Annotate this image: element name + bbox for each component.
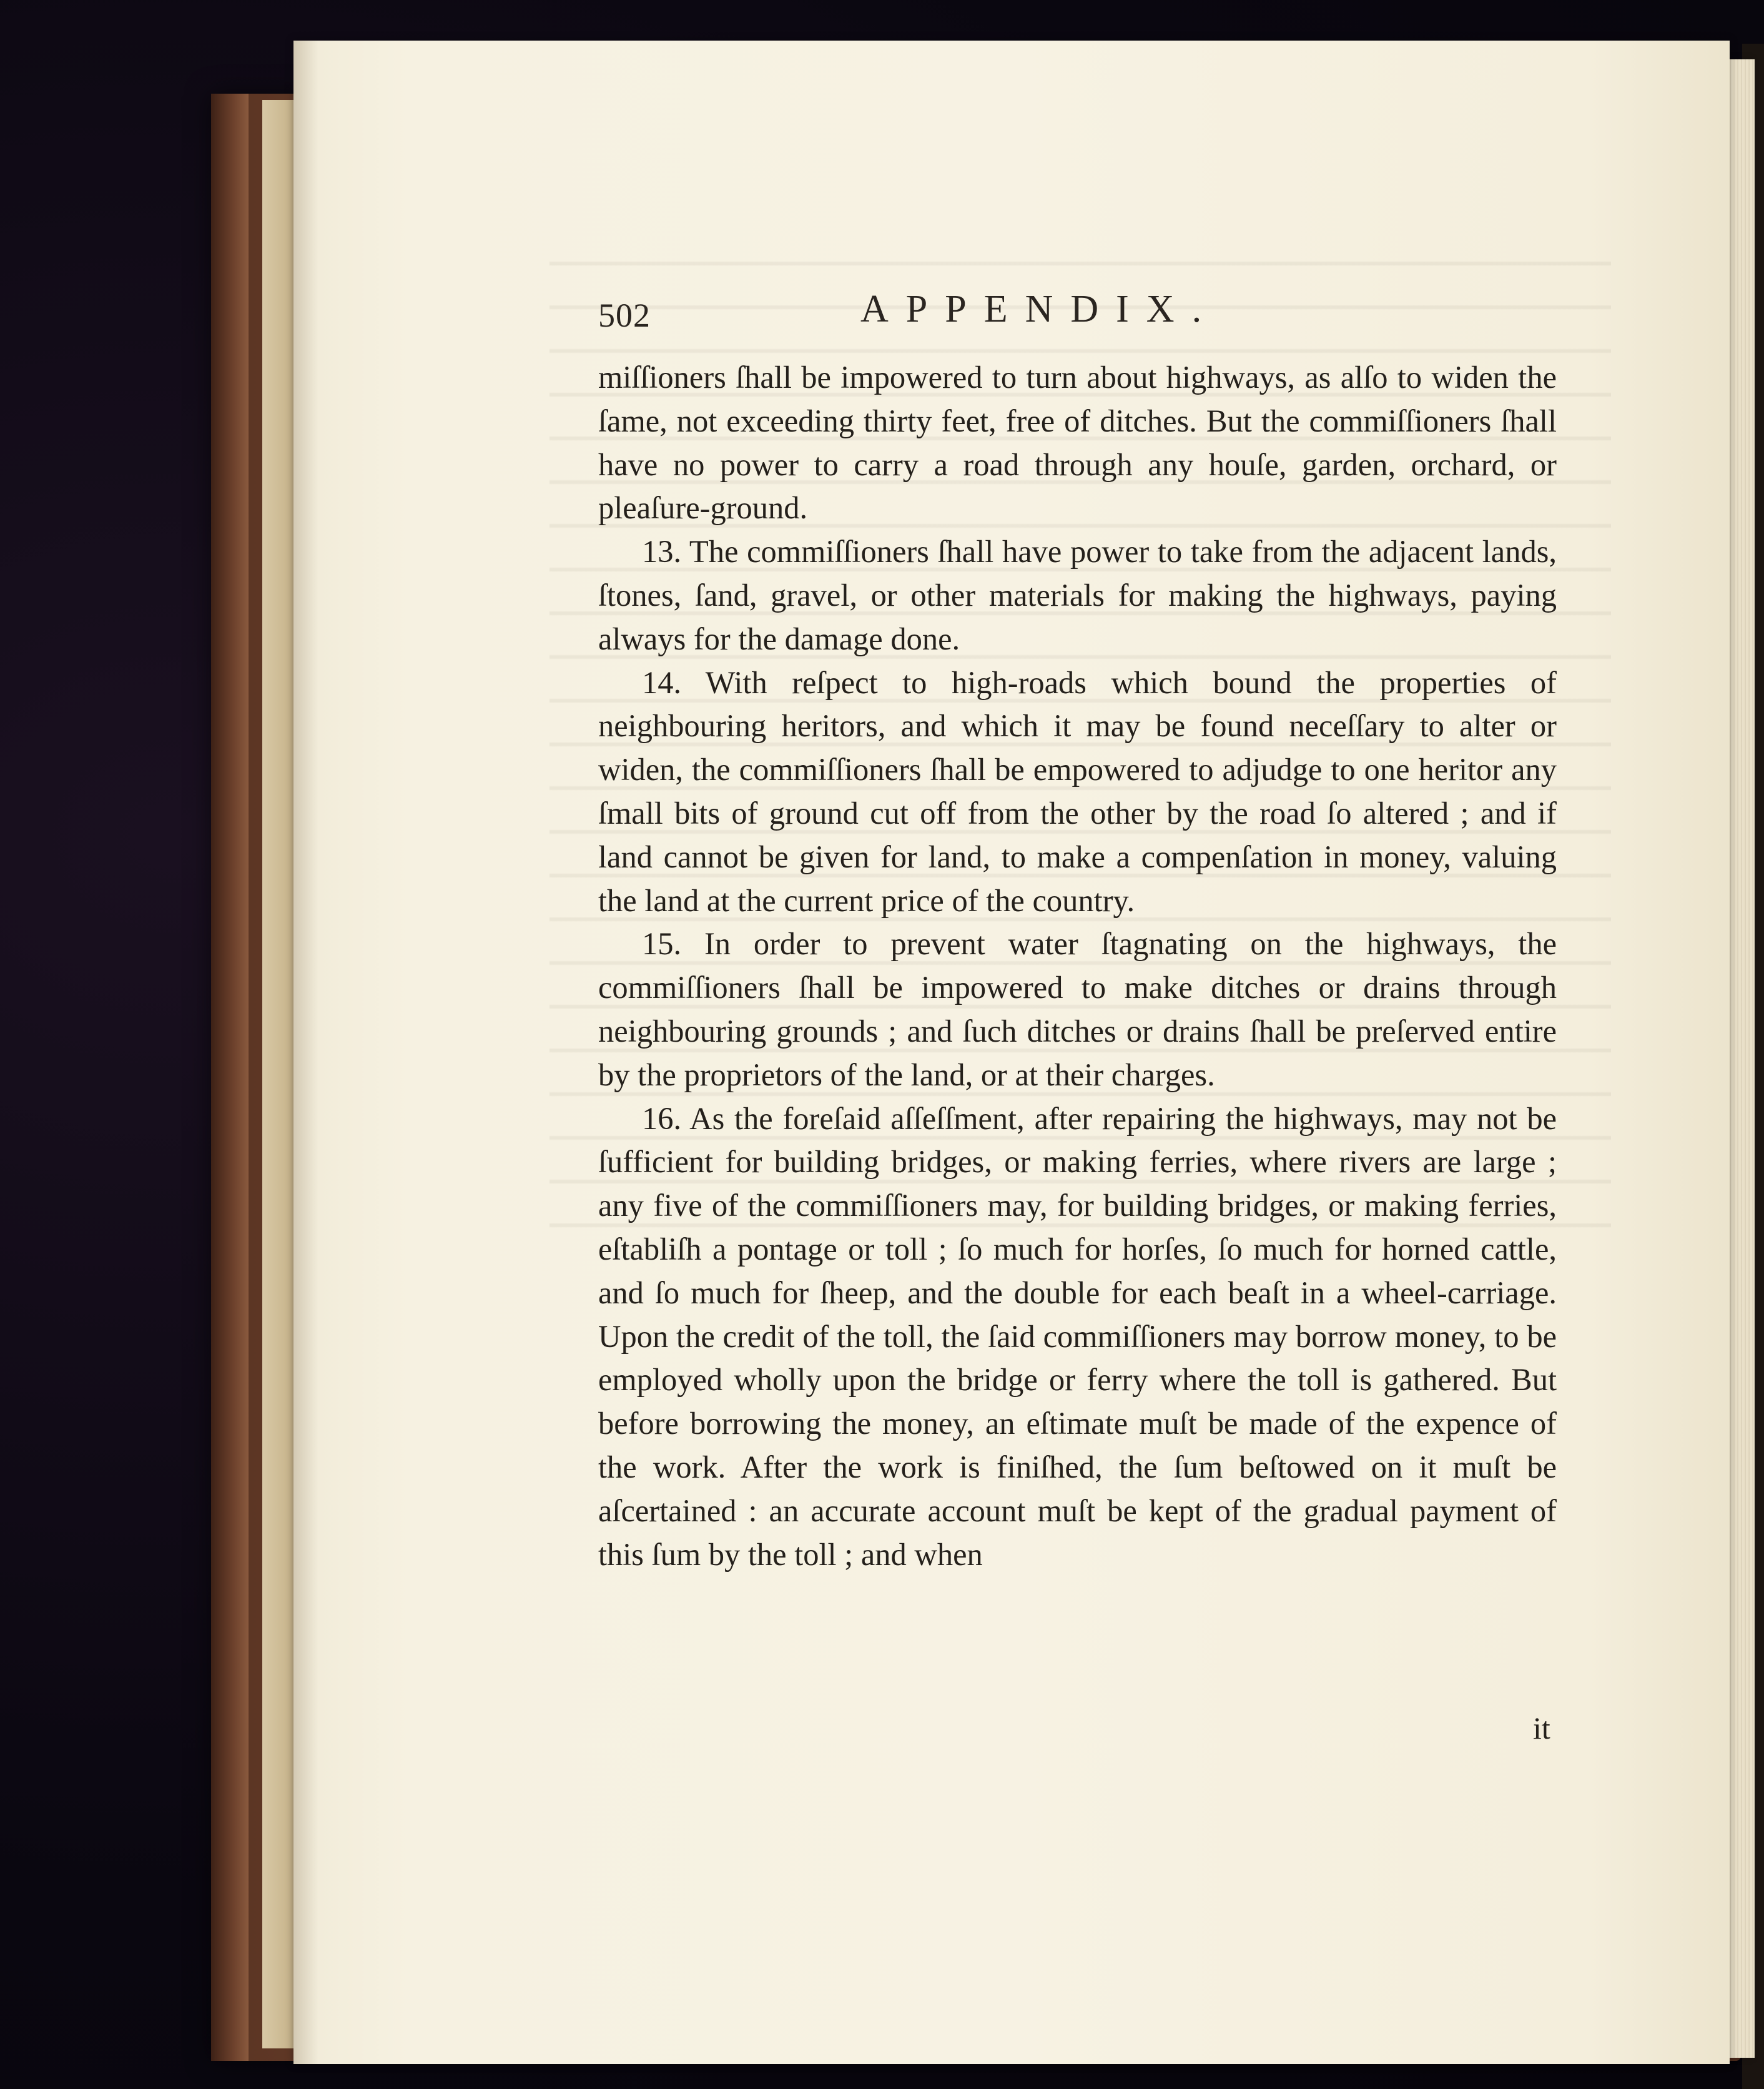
catchword: it <box>1533 1711 1550 1746</box>
gutter-shadow <box>293 41 318 2064</box>
paragraph-14: 14. With reſpect to high-roads which bound the properties of neighbouring heritors, and which it may be found neceſſary to alter or widen, the commiſſioners ſhall be empowered to adjudge to one heritor any ſmall bits of ground cut off from the other by the road ſo altered ; and if land cannot be given for land, to make a compenſation in money, valuing the land at the current price of the country. <box>598 664 1557 918</box>
paragraph-15: 15. In order to prevent water ſtagnating on the highways, the commiſſioners ſhall be impowered to make ditches or drains through neighbouring grounds ; and ſuch ditches or drains ſhall be preſerved entire by the proprietors of the land, or at their charges. <box>598 926 1557 1092</box>
book-spine-edge <box>211 94 249 2061</box>
page-header <box>598 287 1554 343</box>
body-text <box>598 356 1557 1576</box>
page-number: 502 <box>598 297 651 334</box>
paragraph-13: 13. The commiſſioners ſhall have power to take from the adjacent lands, ſtones, ſand, gravel, or other materials for making the highways, paying always for the damage done. <box>598 534 1557 656</box>
running-head: APPENDIX. <box>860 288 1220 330</box>
paragraph-continued: miſſioners ſhall be impowered to turn about highways, as alſo to widen the ſame, not exceeding thirty feet, free of ditches. But the commiſſioners ſhall have no power to carry a road through any houſe, garden, orchard, or pleaſure-ground. <box>598 360 1557 526</box>
paragraph-16: 16. As the foreſaid aſſeſſment, after repairing the highways, may not be ſufficient for building bridges, or making ferries, where rivers are large ; any five of the commiſſioners may, for building bridges, or making ferries, eſtabliſh a pontage or toll ; ſo much for horſes, ſo much for horned cattle, and ſo much for ſheep, and the double for each beaſt in a wheel-carriage. Upon the credit of the toll, the ſaid commiſſioners may borrow money, to be employed wholly upon the bridge or ferry where the toll is gathered. But before borrowing the money, an eſtimate muſt be made of the expence of the work. After the work is finiſhed, the ſum beſtowed on it muſt be aſcertained : an accurate account muſt be kept of the gradual payment of this ſum by the toll ; and when <box>598 1100 1557 1572</box>
